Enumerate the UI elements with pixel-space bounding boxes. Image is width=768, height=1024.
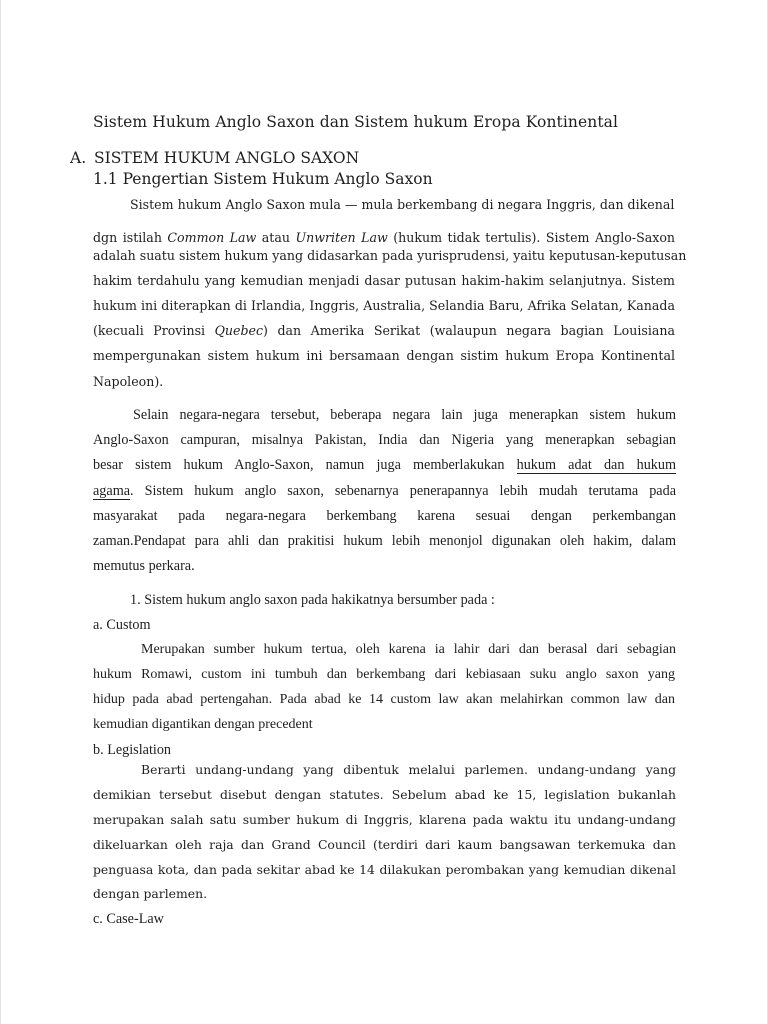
subsection-heading: 1.1 Pengertian Sistem Hukum Anglo Saxon (93, 170, 433, 188)
item-b-line3: merupakan salah satu sumber hukum di Inggris, klarena pada waktu itu undang-undang (93, 812, 676, 827)
para1-line5: hukum ini diterapkan di Irlandia, Inggris, Australia, Selandia Baru, Afrika Selatan, Kanada (93, 298, 675, 313)
item-a-label: a. Custom (93, 617, 151, 633)
section-a-heading (70, 149, 359, 167)
para1-line4: hakim terdahulu yang kemudian menjadi dasar putusan hakim-hakim selanjutnya. Sistem (93, 273, 675, 288)
item-b-line6: dengan parlemen. (93, 886, 208, 901)
para2-line4-text: . Sistem hukum anglo saxon, sebenarnya penerapannya lebih mudah terutama pada (130, 483, 676, 499)
item-a-line3: hidup pada abad pertengahan. Pada abad ke 14 custom law akan melahirkan common law dan (93, 692, 675, 707)
item-b-line1: Berarti undang-undang yang dibentuk melalui parlemen. undang-undang yang (141, 762, 676, 777)
page-left-edge (0, 0, 1, 1024)
para1-line2 (93, 230, 675, 245)
para2-line1: Selain negara-negara tersebut, beberapa negara lain juga menerapkan sistem hukum (133, 407, 676, 423)
para1-line7: mempergunakan sistem hukum ini bersamaan dengan sistim hukum Eropa Kontinental (93, 348, 675, 363)
term-quebec: Quebec (214, 323, 264, 338)
item-a-line1: Merupakan sumber hukum tertua, oleh karena ia lahir dari dan berasal dari sebagian (141, 642, 676, 657)
section-a-letter: A. (70, 149, 87, 167)
para1-line3: adalah suatu sistem hukum yang didasarkan pada yurisprudensi, yaitu keputusan-keputusan (93, 248, 687, 263)
item-b-line2: demikian tersebut disebut dengan statutes. Sebelum abad ke 15, legislation bukanlah (93, 787, 676, 802)
para1-line8: Napoleon). (93, 374, 164, 389)
hukum-adat-link[interactable]: hukum adat dan hukum (516, 457, 677, 473)
para1-line6-text-b: ) dan Amerika Serikat (walaupun negara bagian Louisiana (263, 323, 675, 338)
para1-line1: Sistem hukum Anglo Saxon mula — mula berkembang di negara Inggris, dan dikenal (130, 197, 675, 212)
list-intro: 1. Sistem hukum anglo saxon pada hakikatnya bersumber pada : (130, 592, 495, 608)
para1-line6 (93, 323, 675, 338)
document-title: Sistem Hukum Anglo Saxon dan Sistem hukum Eropa Kontinental (93, 113, 619, 131)
para2-line2: Anglo-Saxon campuran, misalnya Pakistan, India dan Nigeria yang menerapkan sebagian (93, 432, 676, 448)
para1-line2-text-b: atau (256, 230, 296, 245)
para2-line7: memutus perkara. (93, 558, 195, 574)
para1-line2-text-a: dgn istilah (93, 230, 168, 245)
item-b-line4: dikeluarkan oleh raja dan Grand Council (terdiri dari kaum bangsawan terkemuka dan (93, 837, 676, 852)
para1-line6-text-a: (kecuali Provinsi (93, 323, 215, 338)
para2-line6: zaman.Pendapat para ahli dan prakitisi hukum lebih menonjol digunakan oleh hakim, dalam (93, 533, 676, 549)
para1-line2-text-c: (hukum tidak tertulis). Sistem Anglo-Saxon (387, 230, 676, 245)
section-a-title: SISTEM HUKUM ANGLO SAXON (94, 149, 360, 167)
para2-line3 (93, 457, 676, 474)
term-common-law: Common Law (167, 230, 257, 245)
item-c-label: c. Case-Law (93, 911, 164, 927)
item-b-label: b. Legislation (93, 742, 172, 758)
item-a-line2: hukum Romawi, custom ini tumbuh dan berkembang dari kebiasaan suku anglo saxon yang (93, 667, 675, 682)
para2-line3-text: besar sistem hukum Anglo-Saxon, namun juga memberlakukan (93, 457, 517, 473)
item-b-line5: penguasa kota, dan pada sekitar abad ke 14 dilakukan perombakan yang kemudian dikenal (93, 862, 676, 877)
term-unwriten-law: Unwriten Law (295, 230, 388, 245)
para2-line4 (93, 483, 676, 500)
hukum-agama-link[interactable]: agama (93, 483, 131, 499)
item-a-line4: kemudian digantikan dengan precedent (93, 717, 313, 732)
para2-line5: masyarakat pada negara-negara berkembang karena sesuai dengan perkembangan (93, 508, 676, 524)
